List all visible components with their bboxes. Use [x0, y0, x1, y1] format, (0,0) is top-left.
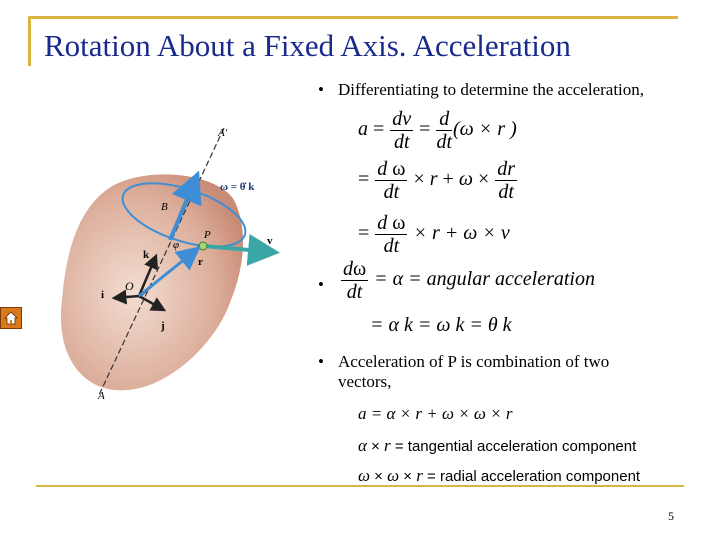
label-o: O: [125, 279, 134, 293]
page-number: 5: [668, 509, 674, 523]
label-r: r: [198, 256, 203, 268]
label-phi: φ: [173, 239, 180, 251]
eq1-den1: dt: [393, 131, 410, 153]
label-j: j: [161, 320, 165, 332]
label-a-prime: A′: [218, 127, 228, 139]
bullet-marker: •: [318, 80, 324, 99]
eq3-tail: × r + ω × v: [413, 222, 510, 245]
equation-2: = $\frac{\text{d ω}}{dt}$ × r + ω × $\frac{dr}{dt}$: [358, 158, 516, 203]
label-v: v: [267, 235, 273, 247]
eq2-num: d: [377, 158, 388, 180]
equation-3: = $\frac{\text{d ω}}{dt}$ × r + ω × v: [358, 212, 510, 257]
rigid-body: [61, 174, 243, 390]
tangential-component: α × r = tangential acceleration component: [358, 436, 637, 455]
label-k: k: [143, 249, 150, 261]
title-rule-top: [28, 16, 678, 19]
alpha-line2: = α k = ω k = θ k: [370, 314, 512, 336]
bullet-alpha-marker: •: [318, 275, 324, 294]
equation-alpha-2: [370, 314, 512, 337]
bullet3-line2: vectors,: [338, 372, 392, 391]
slide-title: Rotation About a Fixed Axis. Acceleration: [44, 28, 571, 63]
bullet-differentiating: [318, 80, 644, 100]
bullet-text: Differentiating to determine the acceleration,: [338, 80, 645, 99]
eq2-den2: dt: [498, 181, 514, 203]
bullet-acceleration: • Acceleration of P is combination of two: [318, 352, 610, 371]
label-i: i: [101, 289, 105, 301]
label-p: P: [204, 229, 211, 241]
home-button[interactable]: [0, 307, 22, 329]
radial-label: = radial acceleration component: [427, 468, 641, 485]
eq1-num2: d: [439, 108, 450, 130]
eq1-paren: (ω × r ): [453, 118, 517, 141]
rotation-figure: [44, 120, 294, 405]
eq1-num1: dv: [392, 108, 412, 130]
eq2-den: dt: [383, 181, 400, 203]
label-omega: ω = θ̇ k: [220, 181, 255, 193]
alpha-def: = α = angular acceleration: [374, 268, 595, 291]
tangential-label: = tangential acceleration component: [394, 438, 637, 455]
eq1-den2: dt: [436, 131, 453, 153]
title-rule-left: [28, 16, 31, 66]
home-icon: [3, 310, 19, 326]
accel-eq: a = α × r + ω × ω × r: [358, 404, 513, 423]
label-b: B: [161, 201, 168, 213]
eq1-lhs: a: [358, 118, 368, 141]
label-a: A: [98, 390, 105, 402]
equation-1: a = $\frac{dv}{dt}$ = $\frac{d}{dt}$ (ω × r ): [358, 108, 517, 153]
bullet3-line1: Acceleration of P is combination of two: [338, 352, 610, 371]
accel-equation: [358, 404, 513, 424]
radial-component: ω × ω × r = radial acceleration component: [358, 466, 641, 485]
point-p: [199, 242, 207, 250]
equation-alpha-def: $\frac{d\omega}{dt}$ = α = angular acceleration: [343, 258, 595, 303]
eq2-tail: dr: [497, 158, 516, 180]
